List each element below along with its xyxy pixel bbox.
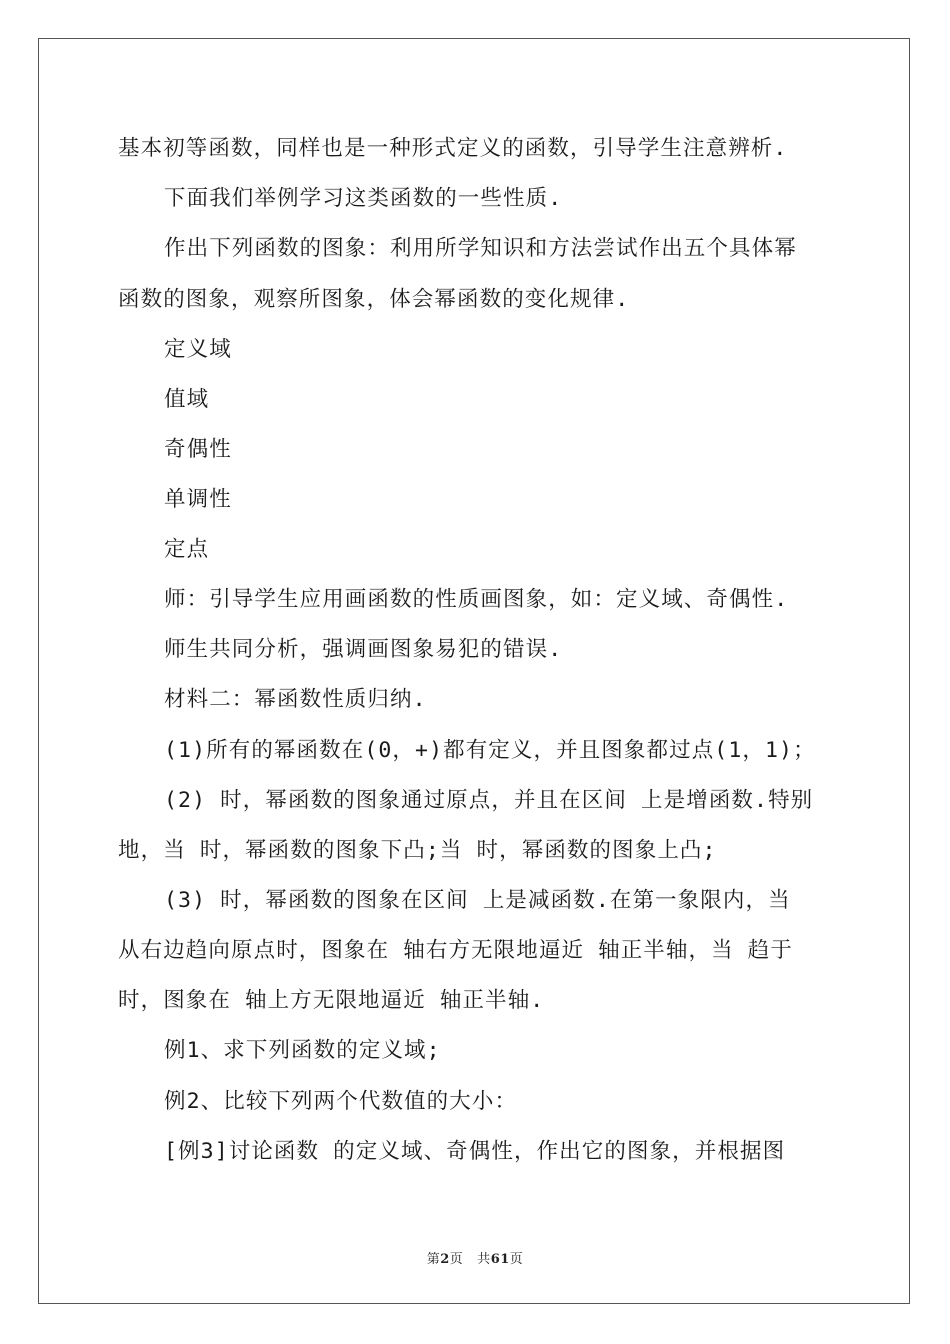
text-line: (1)所有的幂函数在(0，+)都有定义，并且图象都过点(1，1)； xyxy=(164,738,816,763)
text-line: 例2、比较下列两个代数值的大小： xyxy=(164,1089,518,1114)
text-line: 定点 xyxy=(164,537,210,562)
text-line: 奇偶性 xyxy=(164,437,232,462)
text-line: 作出下列函数的图象：利用所学知识和方法尝试作出五个具体幂 xyxy=(164,236,797,261)
text-line: (3) 时，幂函数的图象在区间 上是减函数.在第一象限内，当 xyxy=(164,888,791,913)
text-line: [例3]讨论函数 的定义域、奇偶性，作出它的图象，并根据图 xyxy=(164,1139,786,1164)
text-line: 定义域 xyxy=(164,337,232,362)
text-line: 例1、求下列函数的定义域; xyxy=(164,1038,441,1063)
footer-total-prefix: 共 xyxy=(477,1252,491,1267)
text-line: 函数的图象，观察所图象，体会幂函数的变化规律. xyxy=(118,287,630,312)
text-line: 师生共同分析，强调画图象易犯的错误. xyxy=(164,637,563,662)
footer-prefix: 第 xyxy=(426,1252,441,1267)
text-line: 师：引导学生应用画函数的性质画图象，如：定义域、奇偶性. xyxy=(164,587,789,612)
text-line: 下面我们举例学习这类函数的一些性质. xyxy=(164,186,563,211)
page-number: 2 xyxy=(440,1252,450,1267)
text-line: 地，当 时，幂函数的图象下凸;当 时，幂函数的图象上凸; xyxy=(118,838,717,863)
text-line: 从右边趋向原点时，图象在 轴右方无限地逼近 轴正半轴，当 趋于 xyxy=(118,938,793,963)
text-line: 材料二：幂函数性质归纳. xyxy=(164,687,427,712)
total-pages: 61 xyxy=(490,1252,510,1267)
footer-total-suffix: 页 xyxy=(509,1252,524,1267)
text-line: 时，图象在 轴上方无限地逼近 轴正半轴. xyxy=(118,988,545,1013)
text-line: 单调性 xyxy=(164,487,232,512)
page-footer xyxy=(0,1248,950,1267)
text-line: (2) 时，幂函数的图象通过原点，并且在区间 上是增函数.特别 xyxy=(164,788,814,813)
footer-page-suffix: 页 xyxy=(449,1252,464,1267)
text-line: 值域 xyxy=(164,387,210,412)
text-line: 基本初等函数，同样也是一种形式定义的函数，引导学生注意辨析. xyxy=(118,136,788,161)
